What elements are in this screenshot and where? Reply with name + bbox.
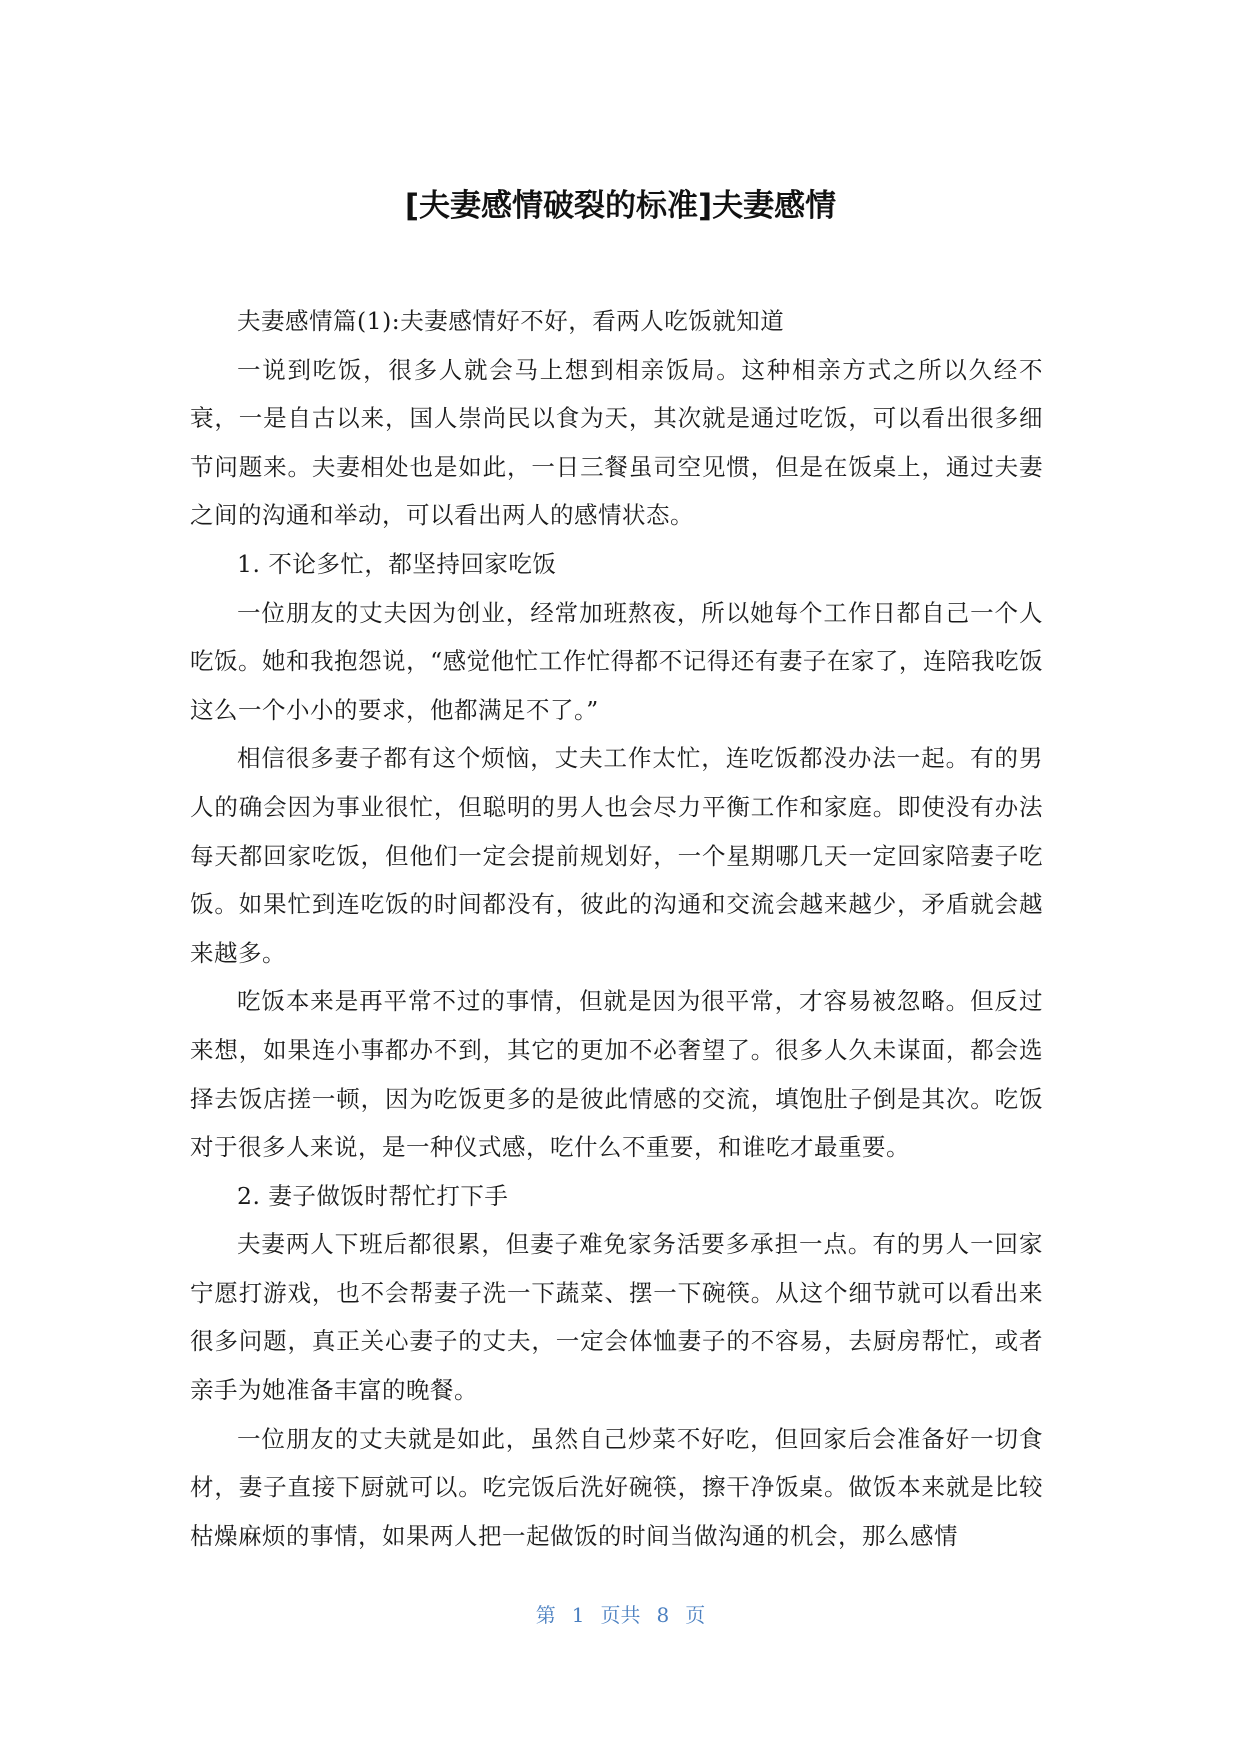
document-body bbox=[190, 297, 1043, 1560]
paragraph: 一说到吃饭，很多人就会马上想到相亲饭局。这种相亲方式之所以久经不衰，一是自古以来，国人崇尚民以食为天，其次就是通过吃饭，可以看出很多细节问题来。夫妻相处也是如此，一日三餐虽司空见惯，但是在饭桌上，通过夫妻之间的沟通和举动，可以看出两人的感情状态。 bbox=[190, 355, 1043, 530]
page-footer bbox=[0, 1601, 1241, 1629]
paragraph: 一位朋友的丈夫因为创业，经常加班熬夜，所以她每个工作日都自己一个人吃饭。她和我抱怨说，“感觉他忙工作忙得都不记得还有妻子在家了，连陪我吃饭这么一个小小的要求，他都满足不了。” bbox=[190, 598, 1043, 724]
footer-label-of: 页共 bbox=[600, 1603, 641, 1627]
paragraph: 相信很多妻子都有这个烦恼，丈夫工作太忙，连吃饭都没办法一起。有的男人的确会因为事业很忙，但聪明的男人也会尽力平衡工作和家庭。即使没有办法每天都回家吃饭，但他们一定会提前规划好，一个星期哪几天一定回家陪妻子吃饭。如果忙到连吃饭的时间都没有，彼此的沟通和交流会越来越少，矛盾就会越来越多。 bbox=[190, 744, 1043, 967]
document-title: [夫妻感情破裂的标准]夫妻感情 bbox=[404, 188, 837, 224]
list-item-heading: 2. 妻子做饭时帮忙打下手 bbox=[237, 1181, 509, 1210]
footer-current-page: 1 bbox=[571, 1603, 585, 1627]
list-item-heading: 1. 不论多忙，都坚持回家吃饭 bbox=[237, 549, 557, 578]
paragraph: 吃饭本来是再平常不过的事情，但就是因为很平常，才容易被忽略。但反过来想，如果连小事都办不到，其它的更加不必奢望了。很多人久未谋面，都会选择去饭店搓一顿，因为吃饭更多的是彼此情感的交流，填饱肚子倒是其次。吃饭对于很多人来说，是一种仪式感，吃什么不重要，和谁吃才最重要。 bbox=[190, 987, 1043, 1162]
footer-label-end: 页 bbox=[685, 1603, 706, 1627]
paragraph: 夫妻两人下班后都很累，但妻子难免家务活要多承担一点。有的男人一回家宁愿打游戏，也不会帮妻子洗一下蔬菜、摆一下碗筷。从这个细节就可以看出来很多问题，真正关心妻子的丈夫，一定会体恤妻子的不容易，去厨房帮忙，或者亲手为她准备丰富的晚餐。 bbox=[190, 1230, 1043, 1405]
footer-label-page: 第 bbox=[535, 1603, 556, 1627]
paragraph: 一位朋友的丈夫就是如此，虽然自己炒菜不好吃，但回家后会准备好一切食材，妻子直接下厨就可以。吃完饭后洗好碗筷，擦干净饭桌。做饭本来就是比较枯燥麻烦的事情，如果两人把一起做饭的时间当做沟通的机会，那么感情 bbox=[190, 1424, 1043, 1550]
footer-total-pages: 8 bbox=[656, 1603, 670, 1627]
section-heading: 夫妻感情篇(1):夫妻感情好不好，看两人吃饭就知道 bbox=[237, 307, 785, 335]
